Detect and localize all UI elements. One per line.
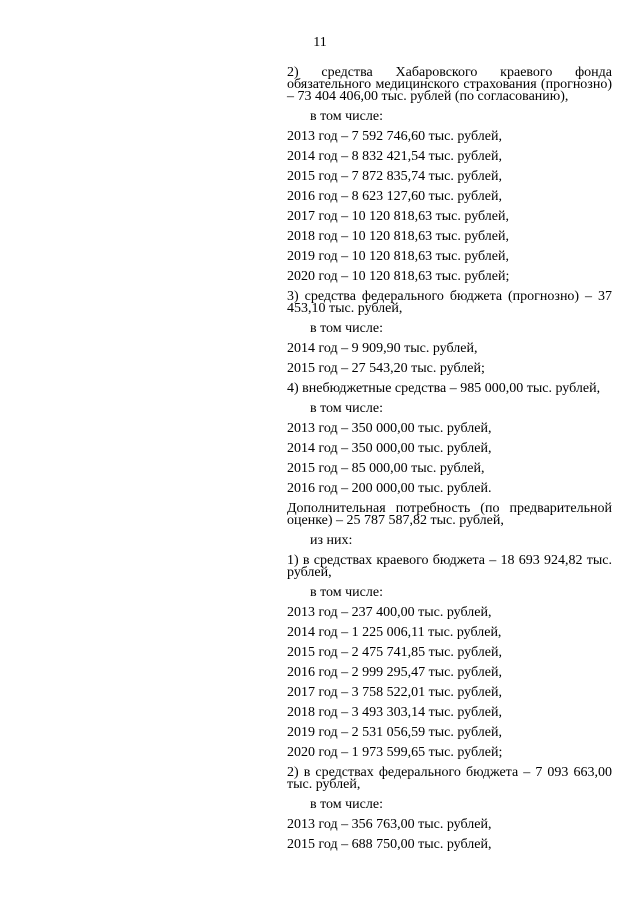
text-paragraph: 2015 год – 2 475 741,85 тыс. рублей, [287, 645, 502, 660]
text-paragraph: 2013 год – 237 400,00 тыс. рублей, [287, 605, 492, 620]
subheading-line: в том числе: [310, 401, 383, 416]
text-paragraph: 2020 год – 10 120 818,63 тыс. рублей; [287, 269, 510, 284]
text-paragraph: 2019 год – 10 120 818,63 тыс. рублей, [287, 249, 509, 264]
text-paragraph: 2015 год – 85 000,00 тыс. рублей, [287, 461, 485, 476]
text-paragraph: 2014 год – 8 832 421,54 тыс. рублей, [287, 149, 502, 164]
text-paragraph: 2013 год – 350 000,00 тыс. рублей, [287, 421, 492, 436]
text-paragraph: 2018 год – 3 493 303,14 тыс. рублей, [287, 705, 502, 720]
text-paragraph: 2016 год – 8 623 127,60 тыс. рублей, [287, 189, 502, 204]
subheading-line: в том числе: [310, 585, 383, 600]
document-body [287, 67, 612, 859]
text-paragraph: Дополнительная потребность (по предварительной оценке) – 25 787 587,82 тыс. рублей, [287, 501, 612, 528]
subheading-line: в том числе: [310, 321, 383, 336]
text-paragraph: 2017 год – 10 120 818,63 тыс. рублей, [287, 209, 509, 224]
text-paragraph: 2015 год – 7 872 835,74 тыс. рублей, [287, 169, 502, 184]
text-paragraph: 4) внебюджетные средства – 985 000,00 тыс. рублей, [287, 381, 601, 396]
text-paragraph: 2016 год – 2 999 295,47 тыс. рублей, [287, 665, 502, 680]
text-paragraph: 2) средства Хабаровского краевого фонда обязательного медицинского страхования (прогнозно) – 73 404 406,00 тыс. рублей (по согласованию), [287, 65, 612, 104]
text-paragraph: 2016 год – 200 000,00 тыс. рублей. [287, 481, 492, 496]
text-paragraph: 2015 год – 27 543,20 тыс. рублей; [287, 361, 485, 376]
text-paragraph: 2014 год – 1 225 006,11 тыс. рублей, [287, 625, 502, 640]
text-paragraph: 2013 год – 7 592 746,60 тыс. рублей, [287, 129, 502, 144]
text-paragraph: 3) средства федерального бюджета (прогнозно) – 37 453,10 тыс. рублей, [287, 289, 612, 316]
text-paragraph: 2015 год – 688 750,00 тыс. рублей, [287, 837, 492, 852]
text-paragraph: 2018 год – 10 120 818,63 тыс. рублей, [287, 229, 509, 244]
text-paragraph: 2014 год – 9 909,90 тыс. рублей, [287, 341, 478, 356]
text-paragraph: 2019 год – 2 531 056,59 тыс. рублей, [287, 725, 502, 740]
text-paragraph: 2013 год – 356 763,00 тыс. рублей, [287, 817, 492, 832]
subheading-line: в том числе: [310, 797, 383, 812]
subheading-line: в том числе: [310, 109, 383, 124]
text-paragraph: 2017 год – 3 758 522,01 тыс. рублей, [287, 685, 502, 700]
subheading-line: из них: [310, 533, 353, 548]
text-paragraph: 2) в средствах федерального бюджета – 7 093 663,00 тыс. рублей, [287, 765, 612, 792]
page-number: 11 [313, 35, 327, 50]
text-paragraph: 2014 год – 350 000,00 тыс. рублей, [287, 441, 492, 456]
text-paragraph: 2020 год – 1 973 599,65 тыс. рублей; [287, 745, 503, 760]
text-paragraph: 1) в средствах краевого бюджета – 18 693 924,82 тыс. рублей, [287, 553, 612, 580]
